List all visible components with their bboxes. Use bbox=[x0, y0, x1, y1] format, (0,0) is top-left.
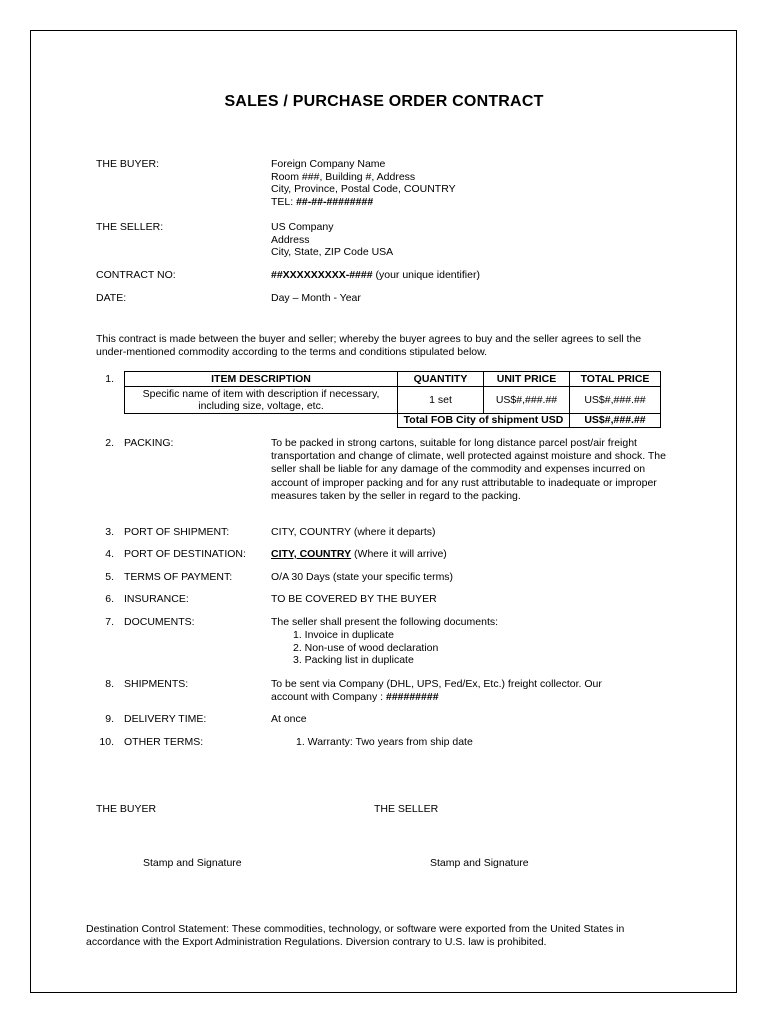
header-total-price: TOTAL PRICE bbox=[570, 372, 661, 387]
shipments-account-number: ######### bbox=[385, 691, 439, 704]
insurance-value: TO BE COVERED BY THE BUYER bbox=[271, 593, 437, 605]
other-terms-number: 10. bbox=[99, 736, 114, 748]
port-shipment-value: CITY, COUNTRY (where it departs) bbox=[271, 526, 436, 538]
documents-label: DOCUMENTS: bbox=[124, 616, 195, 628]
date-value: Day – Month - Year bbox=[271, 292, 361, 304]
list-item: 3. Packing list in duplicate bbox=[293, 654, 414, 666]
contract-no-label: CONTRACT NO: bbox=[96, 269, 176, 281]
port-destination-note: (Where it will arrive) bbox=[351, 548, 447, 560]
table-row bbox=[125, 387, 661, 414]
buyer-address: Room ###, Building #, Address bbox=[271, 170, 416, 183]
cell-total-price: US$#,###.## bbox=[570, 387, 661, 414]
document-title: SALES / PURCHASE ORDER CONTRACT bbox=[224, 93, 544, 110]
signature-buyer-label: THE BUYER bbox=[96, 803, 157, 815]
port-destination-label: PORT OF DESTINATION: bbox=[124, 548, 246, 560]
header-item-description: ITEM DESCRIPTION bbox=[125, 372, 398, 387]
total-spacer bbox=[125, 414, 398, 428]
buyer-signature-line: Stamp and Signature bbox=[143, 857, 242, 869]
insurance-label: INSURANCE: bbox=[124, 593, 189, 605]
header-quantity: QUANTITY bbox=[398, 372, 484, 387]
documents-number: 7. bbox=[105, 616, 114, 628]
packing-text: To be packed in strong cartons, suitable for long distance parcel post/air freight transportation and change of climate, well protected against moisture and shock. The seller shall be liable for any damage of the commodity and expenses incurred on account of improper packing and for any rust attributable to inadequate or improper measures taken by the seller in regard to the packing. bbox=[271, 437, 666, 502]
item-table bbox=[124, 371, 661, 428]
seller-details bbox=[271, 221, 393, 259]
buyer-name: Foreign Company Name bbox=[271, 158, 386, 170]
port-destination-city: CITY, COUNTRY bbox=[271, 548, 352, 560]
shipments-line-2 bbox=[271, 691, 602, 704]
contract-no-value bbox=[271, 269, 480, 282]
item-table-header bbox=[125, 372, 661, 387]
signature-seller-label: THE SELLER bbox=[374, 803, 439, 815]
seller-address: Address bbox=[271, 233, 310, 246]
list-item: 2. Non-use of wood declaration bbox=[293, 641, 439, 654]
cell-quantity: 1 set bbox=[398, 387, 484, 414]
packing-label: PACKING: bbox=[124, 437, 174, 449]
payment-value: O/A 30 Days (state your specific terms) bbox=[271, 571, 454, 583]
payment-label: TERMS OF PAYMENT: bbox=[124, 571, 233, 583]
seller-name: US Company bbox=[271, 221, 334, 233]
seller-signature-line: Stamp and Signature bbox=[430, 857, 529, 869]
cell-unit-price: US$#,###.## bbox=[484, 387, 570, 414]
total-label: Total FOB City of shipment USD bbox=[398, 414, 570, 428]
other-terms-value: 1. Warranty: Two years from ship date bbox=[296, 736, 473, 748]
other-terms-label: OTHER TERMS: bbox=[124, 736, 204, 748]
total-value: US$#,###.## bbox=[570, 414, 661, 428]
shipments-value bbox=[271, 678, 602, 704]
date-label: DATE: bbox=[96, 292, 127, 304]
port-destination-number: 4. bbox=[105, 548, 114, 560]
buyer-tel-label: TEL: bbox=[271, 195, 297, 208]
documents-list bbox=[293, 629, 438, 667]
intro-paragraph: This contract is made between the buyer and seller; whereby the buyer agrees to buy and the seller agrees to sell the under-mentioned commodity according to the terms and conditions stipulated below. bbox=[96, 333, 642, 358]
buyer-tel bbox=[271, 196, 456, 209]
shipments-account-label: account with Company : bbox=[271, 691, 386, 704]
delivery-number: 9. bbox=[105, 713, 114, 725]
buyer-tel-value: ##-##-######## bbox=[296, 195, 374, 208]
header-unit-price: UNIT PRICE bbox=[484, 372, 570, 387]
delivery-value: At once bbox=[271, 713, 307, 725]
item-number: 1. bbox=[105, 373, 114, 385]
buyer-city: City, Province, Postal Code, COUNTRY bbox=[271, 183, 456, 195]
shipments-line-1: To be sent via Company (DHL, UPS, Fed/Ex, Etc.) freight collector. Our bbox=[271, 678, 602, 690]
shipments-number: 8. bbox=[105, 678, 114, 690]
seller-label: THE SELLER: bbox=[96, 221, 164, 233]
shipments-label: SHIPMENTS: bbox=[124, 678, 189, 690]
delivery-label: DELIVERY TIME: bbox=[124, 713, 207, 725]
packing-number: 2. bbox=[105, 437, 114, 449]
contract-no-note: (your unique identifier) bbox=[372, 269, 480, 281]
list-item: 1. Invoice in duplicate bbox=[293, 629, 394, 641]
documents-intro: The seller shall present the following documents: bbox=[271, 616, 499, 628]
payment-number: 5. bbox=[105, 571, 114, 583]
table-total-row bbox=[125, 414, 661, 428]
destination-control-statement: Destination Control Statement: These commodities, technology, or software were exported from the United States in accordance with the Export Administration Regulations. Diversion contrary to U.S. law is prohibited. bbox=[86, 923, 625, 948]
port-destination-value bbox=[271, 548, 447, 561]
seller-city: City, State, ZIP Code USA bbox=[271, 246, 394, 258]
buyer-label: THE BUYER: bbox=[96, 158, 160, 170]
port-shipment-label: PORT OF SHIPMENT: bbox=[124, 526, 230, 538]
insurance-number: 6. bbox=[105, 593, 114, 605]
port-shipment-number: 3. bbox=[105, 526, 114, 538]
cell-item-description: Specific name of item with description if necessary, including size, voltage, etc. bbox=[125, 387, 398, 414]
buyer-details bbox=[271, 158, 456, 208]
contract-no-code: ##XXXXXXXXX-#### bbox=[271, 269, 373, 281]
